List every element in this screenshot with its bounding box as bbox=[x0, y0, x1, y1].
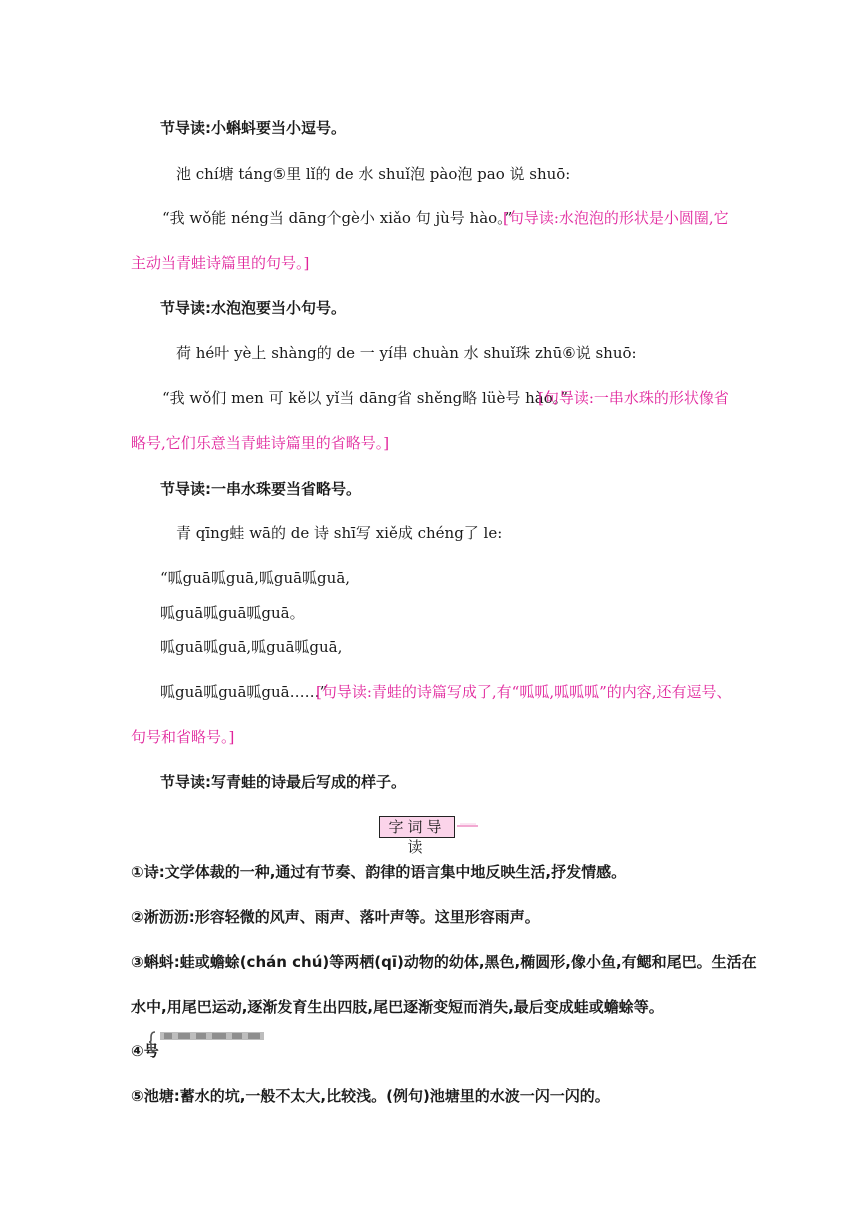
text-line-2: 池 chí塘 táng⑤里 lǐ的 de 水 shuǐ泡 pào泡 pao 说 shuō: bbox=[176, 165, 571, 183]
glossary-item-1: ①诗:文学体裁的一种,通过有节奏、韵律的语言集中地反映生活,抒发情感。 bbox=[131, 863, 627, 881]
garbled-image bbox=[148, 1030, 270, 1054]
glossary-item-3-cont: 水中,用尾巴运动,逐渐发育生出四肢,尾巴逐渐变短而消失,最后变成蛙或蟾蜍等。 bbox=[131, 998, 664, 1016]
sentence-guide-3-cont: 句号和省略号。] bbox=[131, 728, 235, 746]
section-guide-2: 节导读:水泡泡要当小句号。 bbox=[160, 299, 346, 317]
poem-line-2: 呱guā呱guā呱guā。 bbox=[160, 604, 305, 622]
section-title-box: 字词导读 bbox=[379, 816, 455, 838]
text-line-3: “我 wǒ能 néng当 dāng个gè小 xiǎo 句 jù号 hào。” bbox=[162, 209, 513, 227]
section-guide-3: 节导读:一串水珠要当省略号。 bbox=[160, 480, 361, 498]
sentence-guide-2-cont: 略号,它们乐意当青蛙诗篇里的省略号。] bbox=[131, 434, 390, 452]
poem-line-4: 呱guā呱guā呱guā……” bbox=[160, 683, 328, 701]
sentence-guide-1: [句导读:水泡泡的形状是小圆圈,它 bbox=[503, 209, 729, 227]
section-guide-1: 节导读:小蝌蚪要当小逗号。 bbox=[160, 119, 346, 137]
decoration-icon bbox=[456, 821, 480, 831]
glossary-item-4: ④号 bbox=[131, 1042, 159, 1060]
sentence-guide-1-cont: 主动当青蛙诗篇里的句号。] bbox=[131, 254, 310, 272]
sentence-guide-3: [句导读:青蛙的诗篇写成了,有“呱呱,呱呱呱”的内容,还有逗号、 bbox=[316, 683, 732, 701]
text-line-7: “我 wǒ们 men 可 kě以 yǐ当 dāng省 shěng略 lüè号 hào。” bbox=[162, 389, 568, 407]
poem-line-1: “呱guā呱guā,呱guā呱guā, bbox=[160, 569, 351, 587]
text-line-10: 青 qīng蛙 wā的 de 诗 shī写 xiě成 chéng了 le: bbox=[176, 524, 503, 542]
section-guide-4: 节导读:写青蛙的诗最后写成的样子。 bbox=[160, 773, 407, 791]
poem-line-3: 呱guā呱guā,呱guā呱guā, bbox=[160, 638, 343, 656]
sentence-guide-2: [句导读:一串水珠的形状像省 bbox=[538, 389, 729, 407]
glossary-item-3: ③蝌蚪:蛙或蟾蜍(chán chú)等两栖(qī)动物的幼体,黑色,椭圆形,像小鱼,有鳃和尾巴。生活在 bbox=[131, 953, 757, 971]
glossary-item-2: ②淅沥沥:形容轻微的风声、雨声、落叶声等。这里形容雨声。 bbox=[131, 908, 540, 926]
text-line-6: 荷 hé叶 yè上 shàng的 de 一 yí串 chuàn 水 shuǐ珠 zhū⑥说 shuō: bbox=[176, 344, 637, 362]
glossary-item-5: ⑤池塘:蓄水的坑,一般不太大,比较浅。(例句)池塘里的水波一闪一闪的。 bbox=[131, 1087, 610, 1105]
